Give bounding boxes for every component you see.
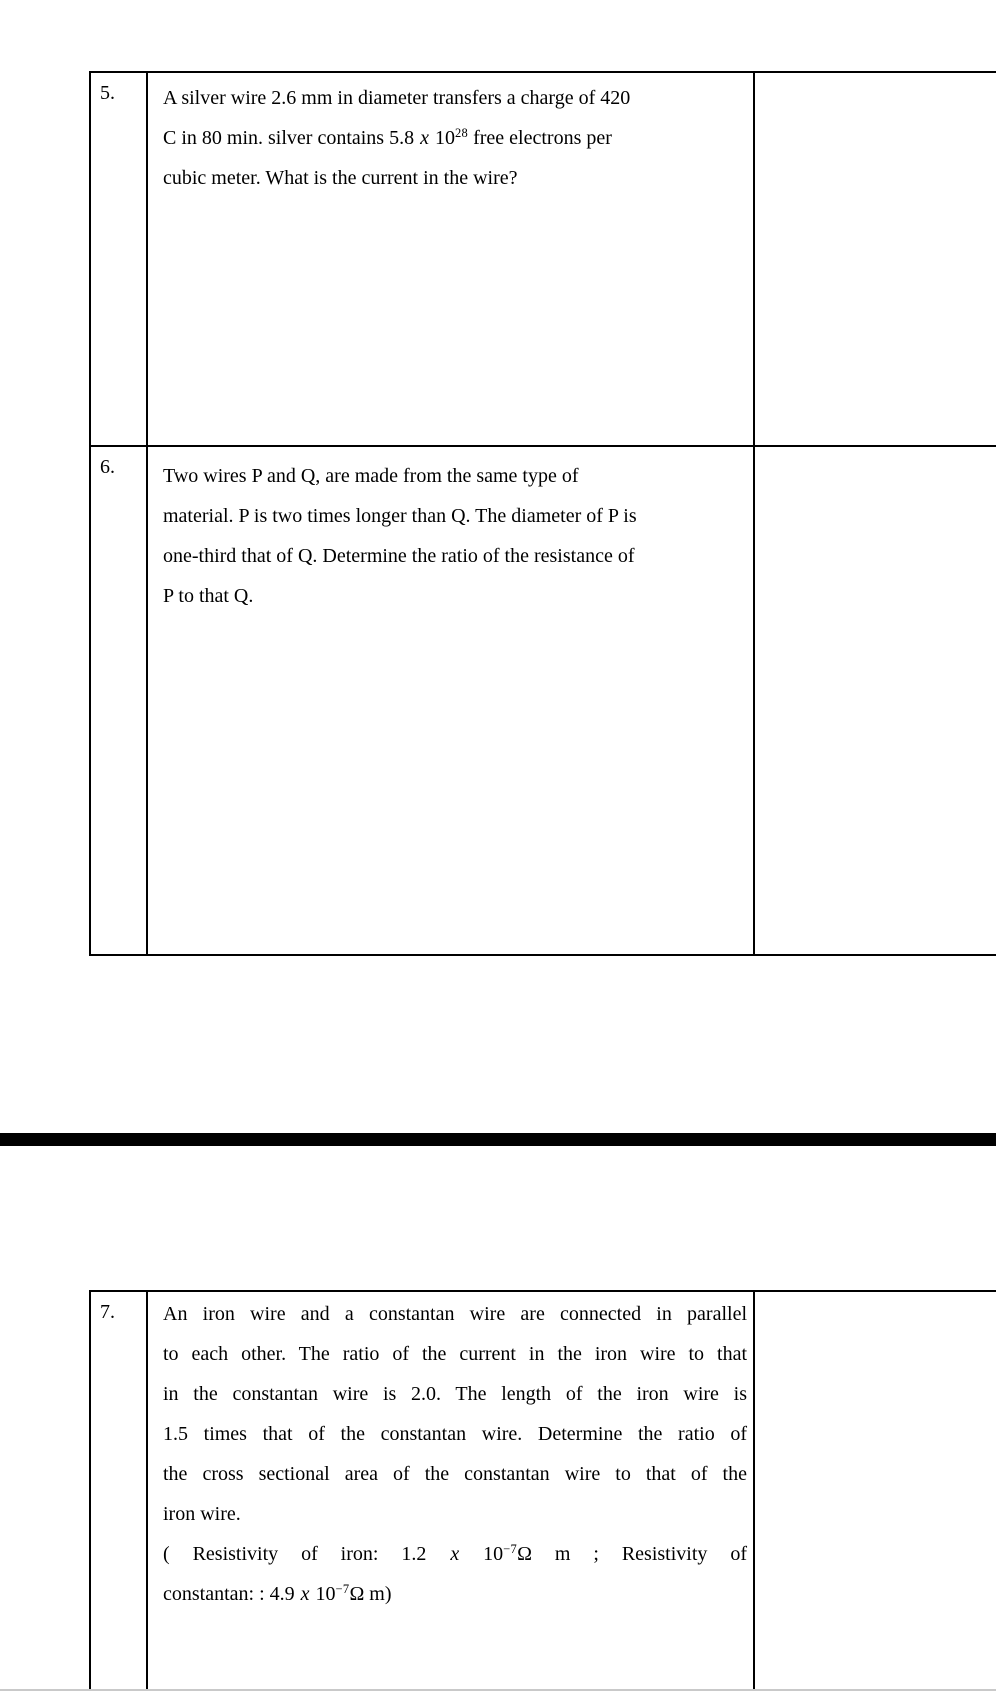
problems-table-top [89,71,996,956]
problem-text-line: the cross sectional area of the constantan wire to that of the [163,1463,747,1485]
problem-text-line: P to that Q. [163,585,254,607]
problem-text-line: ( Resistivity of iron: 1.2 x $10^{-7}\Omega$ m ; Resistivity of [163,1542,747,1565]
problem-text-line: cubic meter. What is the current in the wire? [163,167,518,189]
problems-table-bottom [89,1290,996,1691]
page-break-bar [0,1133,996,1146]
problem-number-cell [91,73,148,445]
answer-cell [755,447,996,954]
problem-number-cell [91,447,148,954]
problem-text-line: Two wires P and Q, are made from the same type of [163,465,579,487]
problem-row-6 [91,447,996,956]
problem-text-line: A silver wire 2.6 mm in diameter transfers a charge of 420 [163,87,631,109]
answer-cell [755,73,996,445]
answer-cell [755,1292,996,1691]
problem-number: 6. [100,456,115,478]
problem-text-cell [148,73,755,445]
problem-number: 5. [100,82,115,104]
problem-text-line: to each other. The ratio of the current in the iron wire to that [163,1343,747,1365]
problem-row-7 [91,1292,996,1691]
problem-text-line: 1.5 times that of the constantan wire. Determine the ratio of [163,1423,747,1445]
problem-text-line: constantan: : 4.9 x $10^{-7}\Omega$ m) [163,1582,392,1605]
problem-text-cell [148,447,755,954]
problem-text-cell [148,1292,755,1691]
problem-text-line: iron wire. [163,1503,241,1525]
problem-text-line: C in 80 min. silver contains 5.8 x $10^{28}$ free electrons per [163,126,612,149]
problem-number-cell [91,1292,148,1691]
problem-text-line: An iron wire and a constantan wire are connected in parallel [163,1303,747,1325]
problem-text-line: one-third that of Q. Determine the ratio of the resistance of [163,545,635,567]
problem-text-line: material. P is two times longer than Q. The diameter of P is [163,505,637,527]
problem-text-line: in the constantan wire is 2.0. The length of the iron wire is [163,1383,747,1405]
problem-row-5 [91,73,996,447]
problem-number: 7. [100,1301,115,1323]
